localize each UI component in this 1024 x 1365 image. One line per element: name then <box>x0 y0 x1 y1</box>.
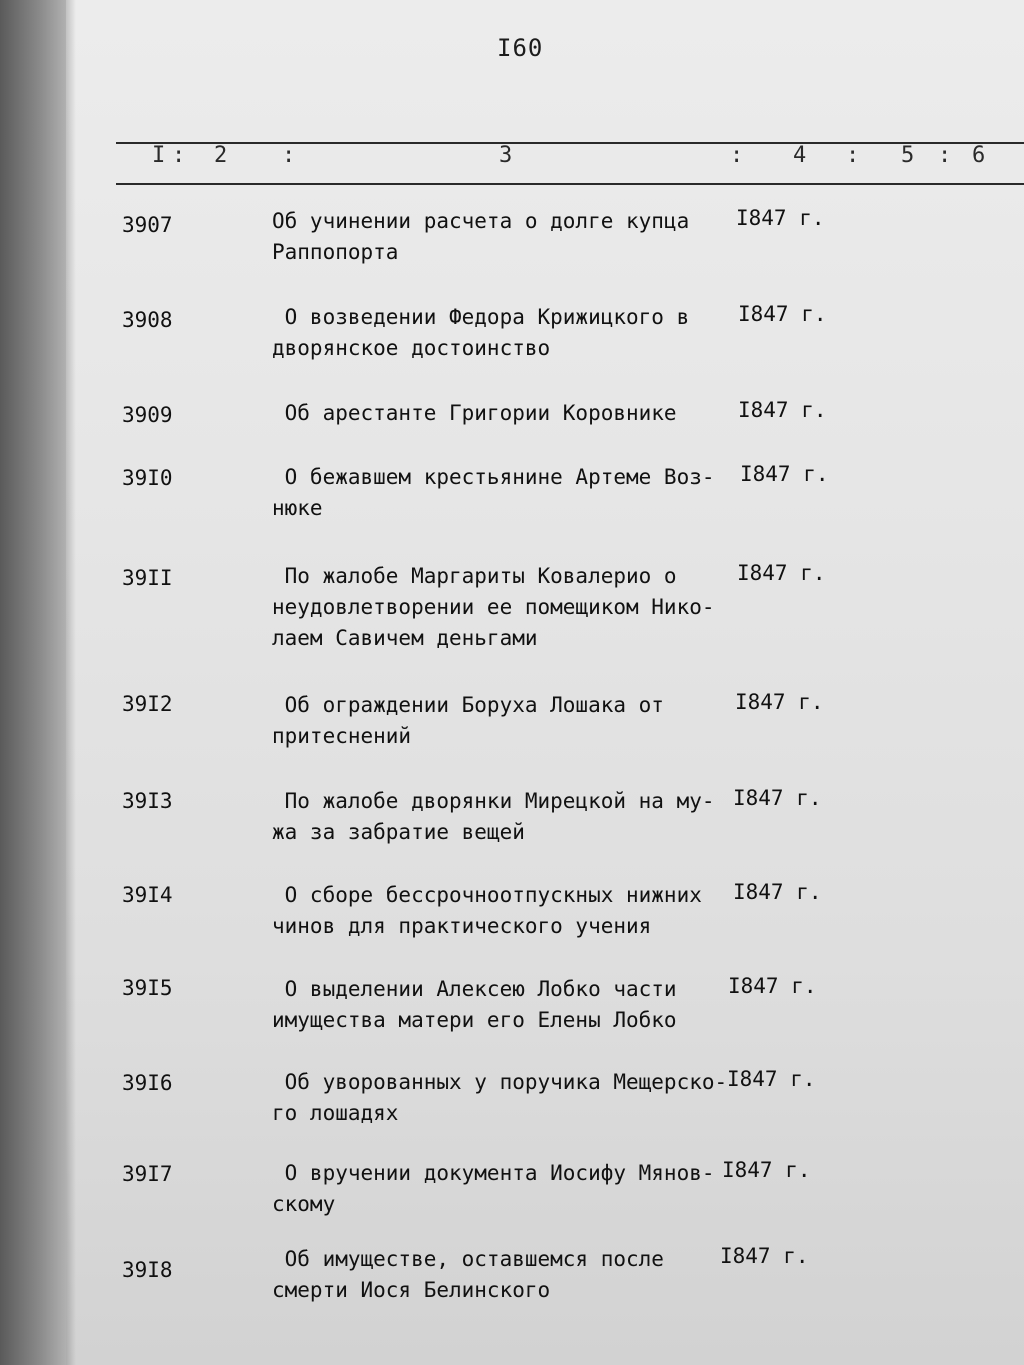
entry-date: I847 г. <box>727 1067 816 1091</box>
entry-number: 39I3 <box>122 789 173 813</box>
entry-date: I847 г. <box>728 974 817 998</box>
entry-title: О бежавшем крестьянине Артеме Воз- нюке <box>272 465 715 520</box>
column-header-1: I <box>152 143 166 168</box>
entry-number: 3909 <box>122 403 173 427</box>
entry-number: 39II <box>122 566 173 590</box>
entry-number: 39I0 <box>122 466 173 490</box>
entry-date: I847 г. <box>736 206 825 230</box>
entry-title: Об уворованных у поручика Мещерско- го лошадях <box>272 1070 728 1125</box>
entry-date: I847 г. <box>722 1158 811 1182</box>
entry-title: По жалобе дворянки Мирецкой на му- жа за забратие вещей <box>272 789 715 844</box>
column-separator: : <box>846 143 860 168</box>
entry-date: I847 г. <box>733 786 822 810</box>
entry-title: Об имуществе, оставшемся после смерти Иося Белинского <box>272 1247 664 1302</box>
entry-title: О вручении документа Иосифу Мянов- скому <box>272 1161 715 1216</box>
column-header-2: 2 <box>214 143 228 168</box>
header-rule-top <box>116 142 1024 144</box>
column-separator: : <box>730 143 744 168</box>
entry-number: 39I7 <box>122 1162 173 1186</box>
entry-title: О сборе бессрочноотпускных нижних чинов для практического учения <box>272 883 702 938</box>
column-header-5: 5 <box>901 143 915 168</box>
column-separator: : <box>938 143 952 168</box>
column-separator: : <box>172 143 186 168</box>
book-gutter <box>0 0 72 1365</box>
entry-date: I847 г. <box>735 690 824 714</box>
entry-date: I847 г. <box>738 398 827 422</box>
entry-date: I847 г. <box>733 880 822 904</box>
entry-number: 39I5 <box>122 976 173 1000</box>
entry-date: I847 г. <box>720 1244 809 1268</box>
entry-title: О возведении Федора Крижицкого в дворянское достоинство <box>272 305 690 360</box>
column-header-4: 4 <box>793 143 807 168</box>
entry-date: I847 г. <box>737 561 826 585</box>
column-header-6: 6 <box>972 143 986 168</box>
header-rule-bottom <box>116 183 1024 185</box>
entry-title: Об учинении расчета о долге купца Раппопорта <box>272 209 690 264</box>
entry-date: I847 г. <box>738 302 827 326</box>
entry-number: 39I6 <box>122 1071 173 1095</box>
entry-number: 3907 <box>122 213 173 237</box>
entry-title: По жалобе Маргариты Ковалерио о неудовлетворении ее помещиком Нико- лаем Савичем деньгами <box>272 564 715 650</box>
entry-title: Об арестанте Григории Коровнике <box>272 401 677 425</box>
entry-number: 39I8 <box>122 1258 173 1282</box>
column-header-3: 3 <box>499 143 513 168</box>
entry-title: О выделении Алексею Лобко части имущества матери его Елены Лобко <box>272 977 677 1032</box>
page-edge-shadow <box>66 0 76 1365</box>
entry-number: 39I4 <box>122 883 173 907</box>
page-number: I60 <box>497 34 544 62</box>
column-separator: : <box>282 143 296 168</box>
entry-date: I847 г. <box>740 462 829 486</box>
entry-number: 39I2 <box>122 692 173 716</box>
entry-number: 3908 <box>122 308 173 332</box>
entry-title: Об ограждении Боруха Лошака от притеснений <box>272 693 664 748</box>
